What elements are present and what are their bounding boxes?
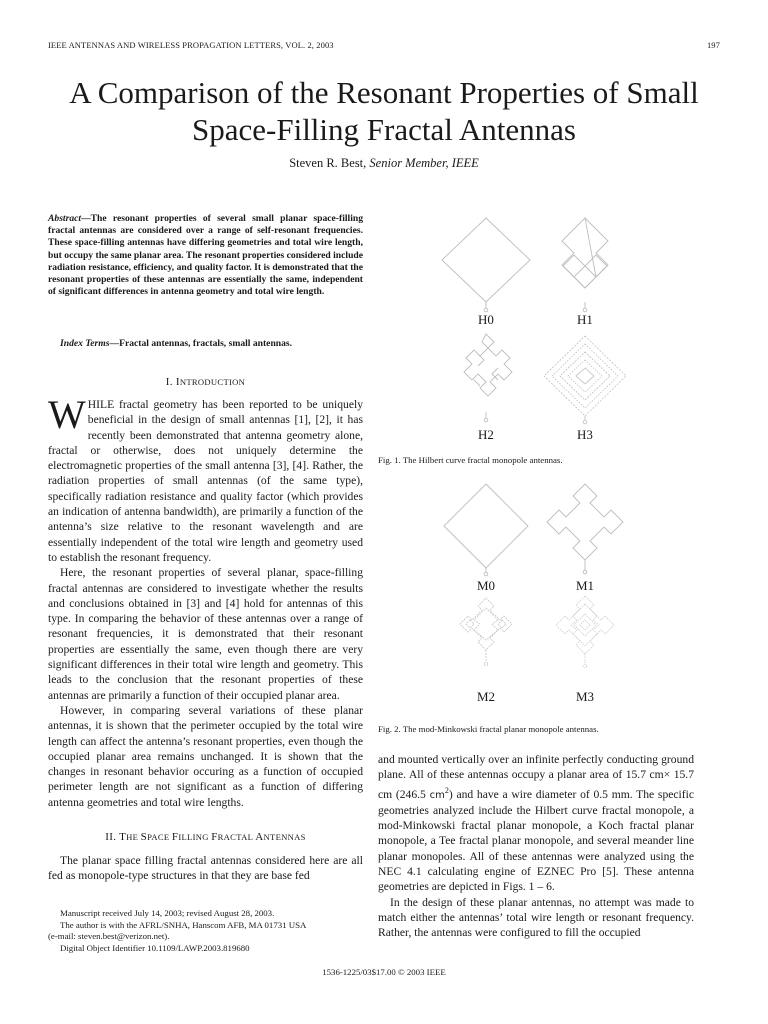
section-2-numeral: II. [105,831,120,843]
page-number: 197 [706,40,720,50]
minkowski-antennas-image [378,474,678,714]
antenna-h1-drawing [562,218,608,312]
fig1-label-h2: H2 [478,427,494,442]
hilbert-antennas-image [378,208,678,448]
section-1-paragraph-2: Here, the resonant properties of several planar, space-filling fractal antennas are considered to investigate whether the results and conclusions obtained in [3] and [4] hold for antennas of this type. In comparing the behavior of these antennas over a range of resonant frequencies, it is demonstrated that their resonant properties are essentially the same, even though there are very significant differences in their total wire length and geometry. This leads to the conclusion that the resonant properties of these antennas are primarily a function of their occupied planar area. [48,566,363,702]
section-2-cap-3: F [171,831,179,843]
section-1-cap: I [175,376,180,388]
right-p1-part-a: and mounted vertically over an infinite perfectly conducting ground plane. All of these antennas occupy a planar area of 15.7 cm [378,753,694,782]
section-1-body [48,392,363,810]
antenna-h3-drawing [544,336,626,424]
title-line-2: Space-Filling Fractal Antennas [192,112,576,147]
fig2-label-m3: M3 [575,689,595,704]
footnote-affiliation: The author is with the AFRL/SNHA, Hanscom AFB, MA 01731 USA [60,919,307,930]
section-2-cap-4: F [211,831,218,843]
section-2-rest-1: HE [126,832,141,842]
index-terms-text: —Fractal antennas, fractals, small antennas. [109,338,293,349]
antenna-h2-drawing [464,334,512,422]
index-terms [48,338,363,349]
antenna-m0-drawing [444,484,528,576]
fig2-label-m2: M2 [476,689,496,704]
section-1-p1-text: HILE fractal geometry has been reported to be uniquely beneficial in the design of small antennas [1], [2], it has recently been demonstrated that antenna geometry alone, fractal or otherwise, does not uniquely determine the electromagnetic properties of the small antenna [3], [4]. Rather, the radiation properties of small antennas (of the same type), specifically radiation resistance and quality factor (which provides an indication of antenna bandwidth), are primarily a function of the antenna’s size relative to the resonant wavelength and are essentially independent of the total wire length and geometry used to establish the resonant frequency. [48,398,363,564]
footnotes [48,908,368,954]
footnote-received: Manuscript received July 14, 2003; revised August 28, 2003. [60,908,275,918]
right-column-body [378,752,694,940]
running-header [48,40,720,50]
abstract-text: —The resonant properties of several small planar space-filling fractal antennas are considered over a range of self-resonant frequencies. These space-filling antennas have differing geometries and total wire length, but occupy the same planar area. The resonant properties considered include radiation resistance, efficiency, and quality factor. It is demonstrated that the resonant properties of these antennas are essentially the same, independent of significant differences in antenna geometry and total wire length. [48,213,363,298]
title-line-1: A Comparison of the Resonant Properties of Small [69,75,699,110]
index-terms-label: Index Terms [60,338,110,349]
fig1-label-h3: H3 [577,427,593,442]
antenna-m1-drawing [547,484,623,574]
author-name: Steven R. Best, [289,156,367,170]
antenna-m3-drawing [556,596,614,668]
section-1-heading [48,376,363,388]
paper-title [40,74,728,148]
section-2-cap-1: T [119,831,127,843]
section-2-cap-5: A [255,831,264,843]
journal-name: IEEE ANTENNAS AND WIRELESS PROPAGATION LETTERS, VOL. 2, 2003 [48,40,334,50]
fig2-label-m0: M0 [476,578,496,593]
antenna-m2-drawing [460,598,512,666]
figure-1 [378,208,678,448]
figure-2 [378,474,678,714]
footnote-email: (e-mail: steven.best@verizon.net). [48,931,170,941]
fig1-label-h0: H0 [478,312,494,327]
right-p1-part-b: 15.7 cm (246.5 [378,768,695,801]
fig1-label-h1: H1 [577,312,593,327]
drop-cap: W [48,392,86,437]
section-2-paragraph-1: The planar space filling fractal antennas considered here are all fed as monopole-type structures in that they are base fed [48,854,363,883]
area-unit: cm [429,789,445,801]
copyright-line: 1536-1225/03$17.00 © 2003 IEEE [322,967,446,977]
right-p1-part-c: ) and have a wire diameter of 0.5 mm. The specific geometries analyzed include the Hilbert curve fractal monopole, a mod-Minkowski fractal planar monopole, a Koch fractal planar monopole, a Tee fractal planar monopole, and several meander line planar monopoles. All of these antennas were analyzed using the NEC 4.1 calculating engine of EZNEC Pro [5]. These antenna geometries are depicted in Figs. 1 – 6. [378,787,694,894]
author-role: Senior Member, IEEE [369,156,479,170]
fig2-label-m1: M1 [575,578,595,593]
figure-2-caption: Fig. 2. The mod-Minkowski fractal planar monopole antennas. [378,724,599,734]
abstract-label: Abstract [48,213,82,224]
section-1-paragraph-3: However, in comparing several variations of these planar antennas, it is shown that the perimeter occupied by the total wire length can affect the antenna’s resonant properties, even though the occupied planar area remains unchanged. It is shown that the changes in resonant behavior occuring as a function of occupied perimeter length are not significant as a function of differing antenna geometries and total wire lengths. [48,703,363,809]
times-symbol: × [663,768,671,782]
section-2-rest-3: ILLING [178,832,212,842]
section-1-rest: NTRODUCTION [179,377,246,387]
abstract [48,213,363,298]
figure-1-caption: Fig. 1. The Hilbert curve fractal monopole antennas. [378,455,563,465]
author-line [40,156,728,171]
right-paragraph-2: In the design of these planar antennas, no attempt was made to match either the antennas’ total wire length or resonant frequency. Rather, the antennas were configured to fill the occupied [378,895,694,940]
right-paragraph-1 [378,752,694,895]
section-2-body [48,853,363,884]
section-2-rest-5: NTENNAS [263,832,306,842]
section-1-paragraph-1 [48,392,363,565]
section-2-rest-4: RACTAL [217,832,256,842]
section-2-cap-2: S [140,831,148,843]
area-exponent: 2 [444,785,449,795]
antenna-h0-drawing [442,218,530,312]
section-2-heading [48,831,363,843]
section-2-rest-2: PACE [147,832,172,842]
footnote-doi: Digital Object Identifier 10.1109/LAWP.2003.819680 [60,942,250,953]
section-1-numeral: I. [165,376,176,388]
